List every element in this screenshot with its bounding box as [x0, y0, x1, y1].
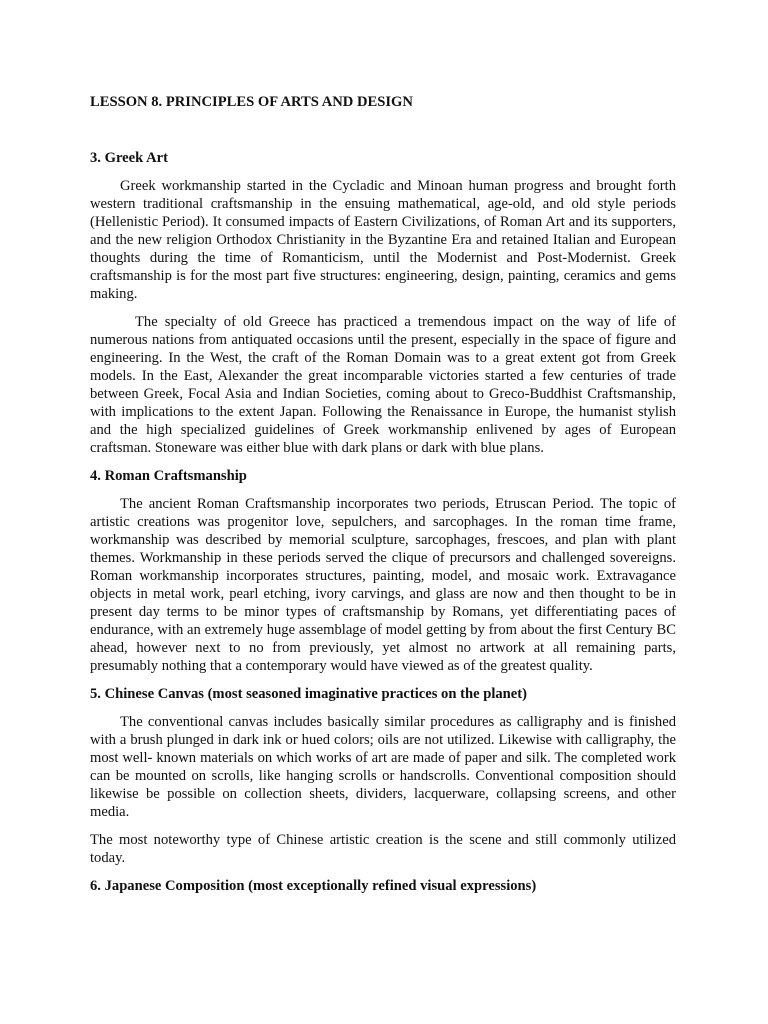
- document-page: [90, 93, 676, 905]
- greek-art-paragraph-2: The specialty of old Greece has practiced a tremendous impact on the way of life of numerous nations from antiquated occasions until the present, especially in the space of figure and engineering. In the West, the craft of the Roman Domain was to a great extent got from Greek models. In the East, Alexander the great incomparable victories started a few centuries of trade between Greek, Focal Asia and Indian Societies, coming about to Greco-Buddhist Craftsmanship, with implications to the extent Japan. Following the Renaissance in Europe, the humanist stylish and the high specialized guidelines of Greek workmanship enlivened by ages of European craftsman. Stoneware was either blue with dark plans or dark with blue plans.: [90, 314, 676, 456]
- lesson-title: LESSON 8. PRINCIPLES OF ARTS AND DESIGN: [90, 94, 413, 110]
- chinese-paragraph-1: The conventional canvas includes basically similar procedures as calligraphy and is finished with a brush plunged in dark ink or hued colors; oils are not utilized. Likewise with calligraphy, the most well- known materials on which works of art are made of paper and silk. The completed work can be mounted on scrolls, like hanging scrolls or handscrolls. Conventional composition should likewise be possible on collection sheets, dividers, lacquerware, collapsing screens, and other media.: [90, 714, 676, 820]
- roman-paragraph-1: The ancient Roman Craftsmanship incorporates two periods, Etruscan Period. The topic of artistic creations was progenitor love, sepulchers, and sarcophages. In the roman time frame, workmanship was described by memorial sculpture, sarcophages, frescoes, and plan with plant themes. Workmanship in these periods served the clique of precursors and challenged sovereigns. Roman workmanship incorporates structures, painting, model, and mosaic work. Extravagance objects in metal work, pearl etching, ivory carvings, and glass are now and then thought to be in present day terms to be minor types of craftsmanship by Romans, yet differentiating paces of endurance, with an extremely huge assemblage of model getting by from about the first Century BC ahead, however next to no from previously, yet almost no artwork at all remaining parts, presumably nothing that a contemporary would have viewed as of the greatest quality.: [90, 496, 676, 674]
- greek-art-paragraph-1: Greek workmanship started in the Cycladic and Minoan human progress and brought forth western traditional craftsmanship in the ensuing mathematical, age-old, and old style periods (Hellenistic Period). It consumed impacts of Eastern Civilizations, of Roman Art and its supporters, and the new religion Orthodox Christianity in the Byzantine Era and retained Italian and European thoughts during the time of Romanticism, until the Modernist and Post-Modernist. Greek craftsmanship is for the most part five structures: engineering, design, painting, ceramics and gems making.: [90, 178, 676, 302]
- chinese-paragraph-2: The most noteworthy type of Chinese artistic creation is the scene and still commonly utilized today.: [90, 832, 676, 866]
- section-heading-greek-art: 3. Greek Art: [90, 150, 168, 166]
- section-heading-japanese-composition: 6. Japanese Composition (most exceptionally refined visual expressions): [90, 878, 537, 894]
- section-heading-chinese-canvas: 5. Chinese Canvas (most seasoned imaginative practices on the planet): [90, 686, 527, 702]
- section-heading-roman-craftsmanship: 4. Roman Craftsmanship: [90, 468, 247, 484]
